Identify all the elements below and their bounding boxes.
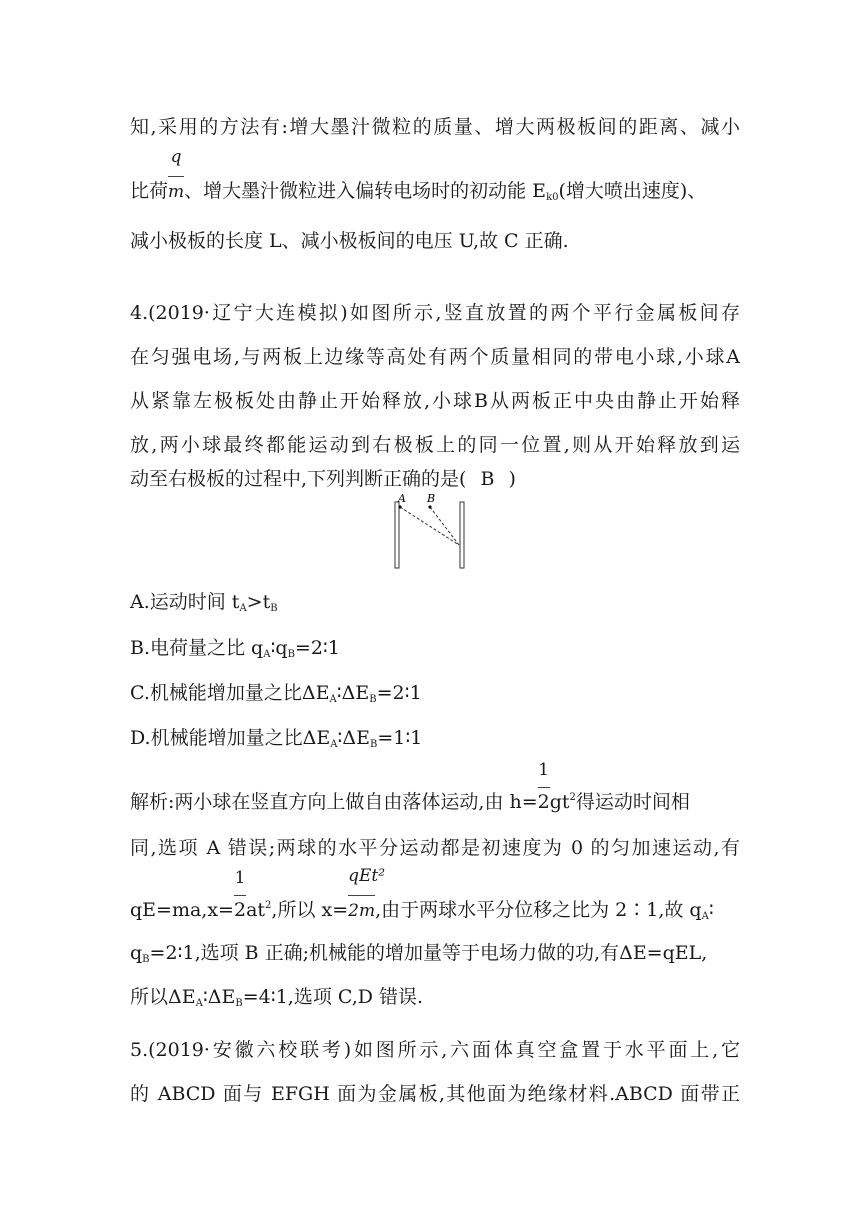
- subscript: A: [195, 998, 203, 1009]
- label-a: A: [398, 492, 406, 505]
- text-segment: ): [508, 468, 516, 490]
- text-segment: =2∶1,选项 B 正确;机械能的增加量等于电场力做的功,有ΔE=qEL,: [149, 942, 708, 964]
- text-segment: gt: [549, 791, 570, 813]
- option-d: [130, 726, 422, 750]
- text-segment: ∶: [708, 899, 714, 921]
- text-segment: ,所以 x=: [271, 899, 349, 921]
- text-segment: =4∶1,选项 C,D 错误.: [242, 986, 424, 1008]
- paragraph1-line2: [130, 147, 707, 204]
- text-segment: C.机械能增加量之比ΔE: [130, 682, 330, 704]
- question4-line5: [130, 467, 516, 491]
- ball-b: [428, 505, 431, 508]
- subscript: k0: [546, 192, 559, 203]
- text-segment: qE=ma,x=: [130, 899, 234, 921]
- fraction-bar: [538, 787, 550, 788]
- solution-line4: [130, 941, 707, 965]
- question5-line1: 5.(2019·安徽六校联考)如图所示,六面体真空盒置于水平面上,它: [130, 1039, 740, 1061]
- fraction-bar: [168, 176, 184, 177]
- right-plate: [460, 502, 464, 568]
- subscript: A: [330, 739, 338, 750]
- text-segment: at: [246, 899, 266, 921]
- fraction-denominator: 2m: [348, 901, 376, 921]
- trajectory-b: [430, 507, 459, 545]
- paragraph1-line1: 知,采用的方法有:增大墨汁微粒的质量、增大两极板间的距离、减小: [130, 116, 740, 138]
- fraction-bar: [234, 895, 246, 896]
- question4-line2: 在匀强电场,与两板上边缘等高处有两个质量相同的带电小球,小球A: [130, 346, 740, 368]
- text-segment: 所以ΔE: [130, 986, 196, 1008]
- text-segment: B.电荷量之比 q: [130, 637, 264, 659]
- text-segment: =2∶1: [376, 682, 422, 704]
- charge-mass-ratio-fraction: [168, 147, 185, 204]
- question5-line2: 的 ABCD 面与 EFGH 面为金属板,其他面为绝缘材料.ABCD 面带正: [130, 1083, 740, 1105]
- subscript: B: [369, 694, 377, 705]
- text-segment: ∶q: [270, 637, 288, 659]
- subscript: B: [142, 954, 150, 965]
- text-segment: (增大喷出速度)、: [558, 180, 707, 202]
- subscript: B: [369, 739, 378, 750]
- question4-line4: 放,两小球最终都能运动到右极板上的同一位置,则从开始释放到运: [130, 434, 740, 456]
- text-segment: =1∶1: [377, 727, 423, 749]
- text-segment: 比荷: [130, 180, 169, 202]
- text-segment: 动至右极板的过程中,下列判断正确的是(: [130, 468, 467, 490]
- fraction-bar: [348, 895, 375, 896]
- subscript: A: [329, 694, 337, 705]
- text-segment: ,由于两球水平分位移之比为 2∶1,故 q: [375, 899, 702, 921]
- superscript: 2: [569, 792, 576, 803]
- option-a: [130, 590, 278, 614]
- paragraph1-line3: 减小极板的长度 L、减小极板间的电压 U,故 C 正确.: [130, 230, 569, 252]
- half-fraction: [233, 868, 247, 922]
- text-segment: ∶ΔE: [336, 682, 370, 704]
- option-c: [130, 681, 422, 705]
- subscript: A: [239, 603, 247, 614]
- question4-line1: 4.(2019·辽宁大连模拟)如图所示,竖直放置的两个平行金属板间存: [130, 302, 740, 324]
- fraction-denominator: 2: [233, 899, 247, 921]
- text-segment: >t: [246, 591, 271, 613]
- subscript: B: [235, 998, 243, 1009]
- text-segment: A.运动时间 t: [130, 591, 240, 613]
- label-b: B: [427, 492, 436, 505]
- fraction-numerator: q: [170, 147, 182, 167]
- subscript: B: [287, 649, 295, 660]
- left-plate: [395, 502, 399, 568]
- text-segment: =2∶1: [294, 637, 340, 659]
- text-segment: q: [130, 942, 143, 964]
- displacement-fraction: [348, 866, 386, 923]
- fraction-numerator: 1: [538, 760, 550, 780]
- superscript: 2: [265, 900, 272, 911]
- text-segment: ∶ΔE: [202, 986, 236, 1008]
- subscript: A: [263, 649, 271, 660]
- fraction-numerator: 1: [234, 868, 246, 888]
- question4-line3: 从紧靠左极板处由静止开始释放,小球B从两板正中央由静止开始释: [130, 390, 740, 412]
- ball-a: [398, 505, 401, 508]
- option-b: [130, 636, 340, 660]
- fraction-denominator: m: [168, 182, 185, 202]
- trajectory-a: [400, 507, 459, 545]
- solution-line3: [130, 866, 714, 923]
- text-segment: 、增大墨汁微粒进入偏转电场时的初动能 E: [184, 180, 547, 202]
- parallel-plates-figure: [384, 490, 484, 575]
- solution-line2: 同,选项 A 错误;两球的水平分运动都是初速度为 0 的匀加速运动,有: [130, 837, 740, 859]
- solution-line1: [130, 760, 690, 814]
- text-segment: ∶ΔE: [337, 727, 370, 749]
- half-fraction: [537, 760, 550, 814]
- subscript: A: [701, 911, 709, 922]
- fraction-denominator: 2: [537, 791, 550, 813]
- answer-choice: B: [480, 468, 495, 490]
- text-segment: D.机械能增加量之比ΔE: [130, 727, 331, 749]
- fraction-numerator: qEt²: [348, 866, 386, 886]
- text-segment: 解析:两小球在竖直方向上做自由落体运动,由 h=: [130, 791, 538, 813]
- text-segment: 得运动时间相: [575, 791, 690, 813]
- solution-line5: [130, 985, 423, 1009]
- subscript: B: [270, 603, 278, 614]
